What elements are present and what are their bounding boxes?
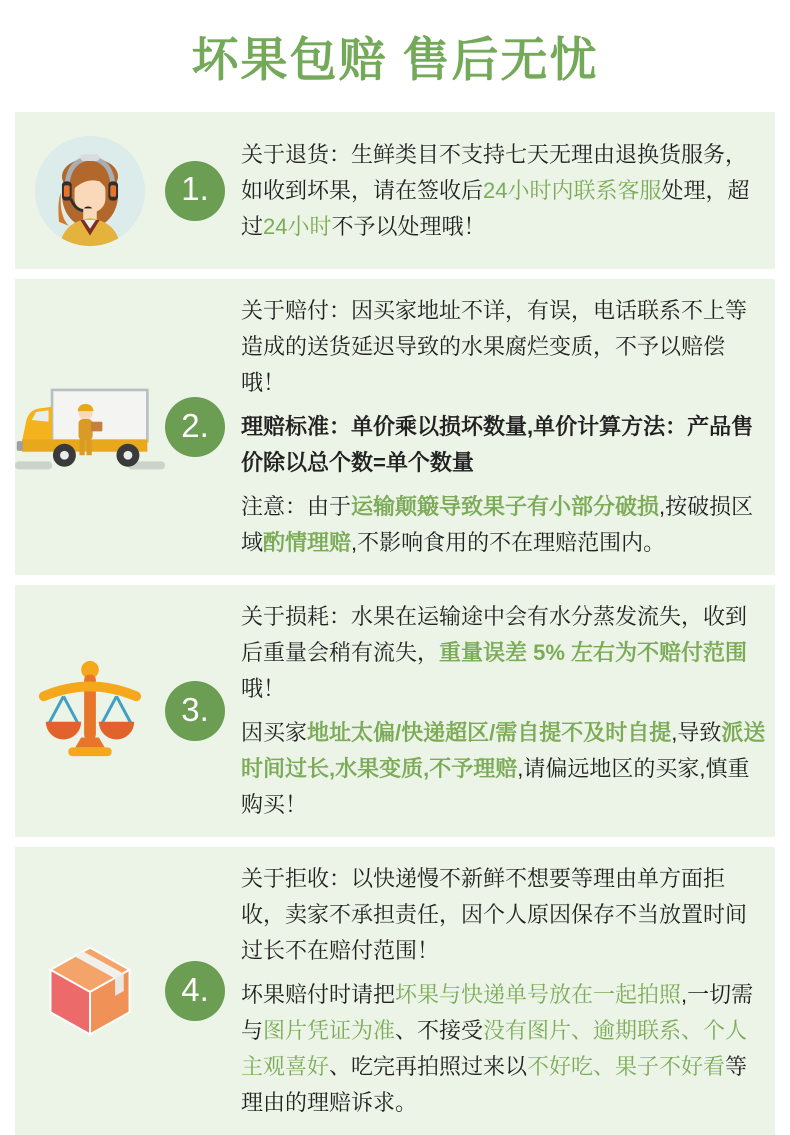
highlight-text: 地址太偏/快递超区/需自提不及时自提	[307, 720, 672, 745]
highlight-text: 运输颠簸导致果子有小部分破损	[351, 494, 660, 519]
policy-paragraph	[241, 137, 767, 245]
body-text: 关于赔付：因买家地址不详，有误，电话联系不上等造成的送货延迟导致的水果腐烂变质，不予以赔偿哦！	[241, 298, 748, 395]
body-text: ,导致	[671, 720, 722, 745]
policy-paragraph	[241, 977, 767, 1121]
body-text: 因买家	[241, 720, 308, 745]
highlight-text: 没有图片、逾期联系、个人主观喜好	[241, 1018, 748, 1079]
number-badge: 4.	[165, 961, 225, 1021]
policy-card	[15, 847, 775, 1135]
policy-paragraph	[241, 489, 767, 561]
card-text	[241, 599, 769, 823]
delivery-truck-icon	[15, 377, 165, 477]
policy-paragraph	[241, 293, 767, 401]
policy-card	[15, 112, 775, 269]
card-icon-cell	[15, 938, 165, 1044]
body-text: ,一切需与	[241, 982, 754, 1043]
highlight-text: 派送时间过长,水果变质,不予理赔	[241, 720, 766, 781]
body-text: 、不接受	[395, 1018, 484, 1043]
number-badge: 1.	[165, 161, 225, 221]
body-text: ,不影响食用的不在理赔范围内。	[351, 530, 666, 555]
highlight-text: 不好吃、果子不好看	[527, 1054, 726, 1079]
body-text: 关于退货：生鲜类目不支持七天无理由退换货服务，如收到坏果，请在签收后	[241, 141, 748, 203]
card-text	[241, 137, 769, 245]
policy-card	[15, 279, 775, 575]
highlight-text: 图片凭证为准	[263, 1018, 396, 1043]
customer-service-icon	[32, 133, 148, 249]
policy-paragraph	[241, 861, 767, 969]
card-icon-cell	[15, 377, 165, 477]
body-text: 坏果赔付时请把	[241, 982, 396, 1007]
highlight-text: 24小时内联系客服	[483, 177, 662, 203]
policy-card-list	[15, 112, 775, 1135]
body-text: 理赔标准：单价乘以损坏数量,单价计算方法：产品售价除以总个数=单个数量	[241, 414, 754, 475]
highlight-text: 24小时	[263, 213, 332, 239]
card-text	[241, 293, 769, 561]
card-icon-cell	[15, 133, 165, 249]
highlight-text: 酌情理赔	[263, 530, 352, 555]
body-text: ,按破损区域	[241, 494, 754, 555]
body-text: 、吃完再拍照过来以	[329, 1054, 528, 1079]
body-text: 等理由的理赔诉求。	[241, 1054, 748, 1115]
body-text: ,请偏远地区的买家,慎重购买！	[241, 756, 750, 817]
policy-paragraph	[241, 599, 767, 707]
balance-scale-icon	[36, 657, 144, 765]
body-text: 关于损耗：水果在运输途中会有水分蒸发流失，收到后重量会稍有流失，	[241, 604, 748, 665]
package-box-icon	[37, 938, 143, 1044]
policy-card	[15, 585, 775, 837]
card-text	[241, 861, 769, 1121]
body-text: 注意：由于	[241, 494, 352, 519]
number-badge: 2.	[165, 397, 225, 457]
policy-paragraph	[241, 409, 767, 481]
policy-paragraph	[241, 715, 767, 823]
highlight-text: 重量误差 5% 左右为不赔付范围	[439, 640, 748, 665]
page-title: 坏果包赔 售后无忧	[191, 32, 599, 86]
body-text: 哦！	[241, 676, 286, 701]
body-text: 处理，超过	[241, 177, 750, 239]
body-text: 关于拒收：以快递慢不新鲜不想要等理由单方面拒收，卖家不承担责任，因个人原因保存不当放置时间过长不在赔付范围！	[241, 866, 748, 963]
card-icon-cell	[15, 657, 165, 765]
body-text: 不予以处理哦！	[331, 213, 486, 239]
number-badge: 3.	[165, 681, 225, 741]
highlight-text: 坏果与快递单号放在一起拍照	[395, 982, 682, 1007]
